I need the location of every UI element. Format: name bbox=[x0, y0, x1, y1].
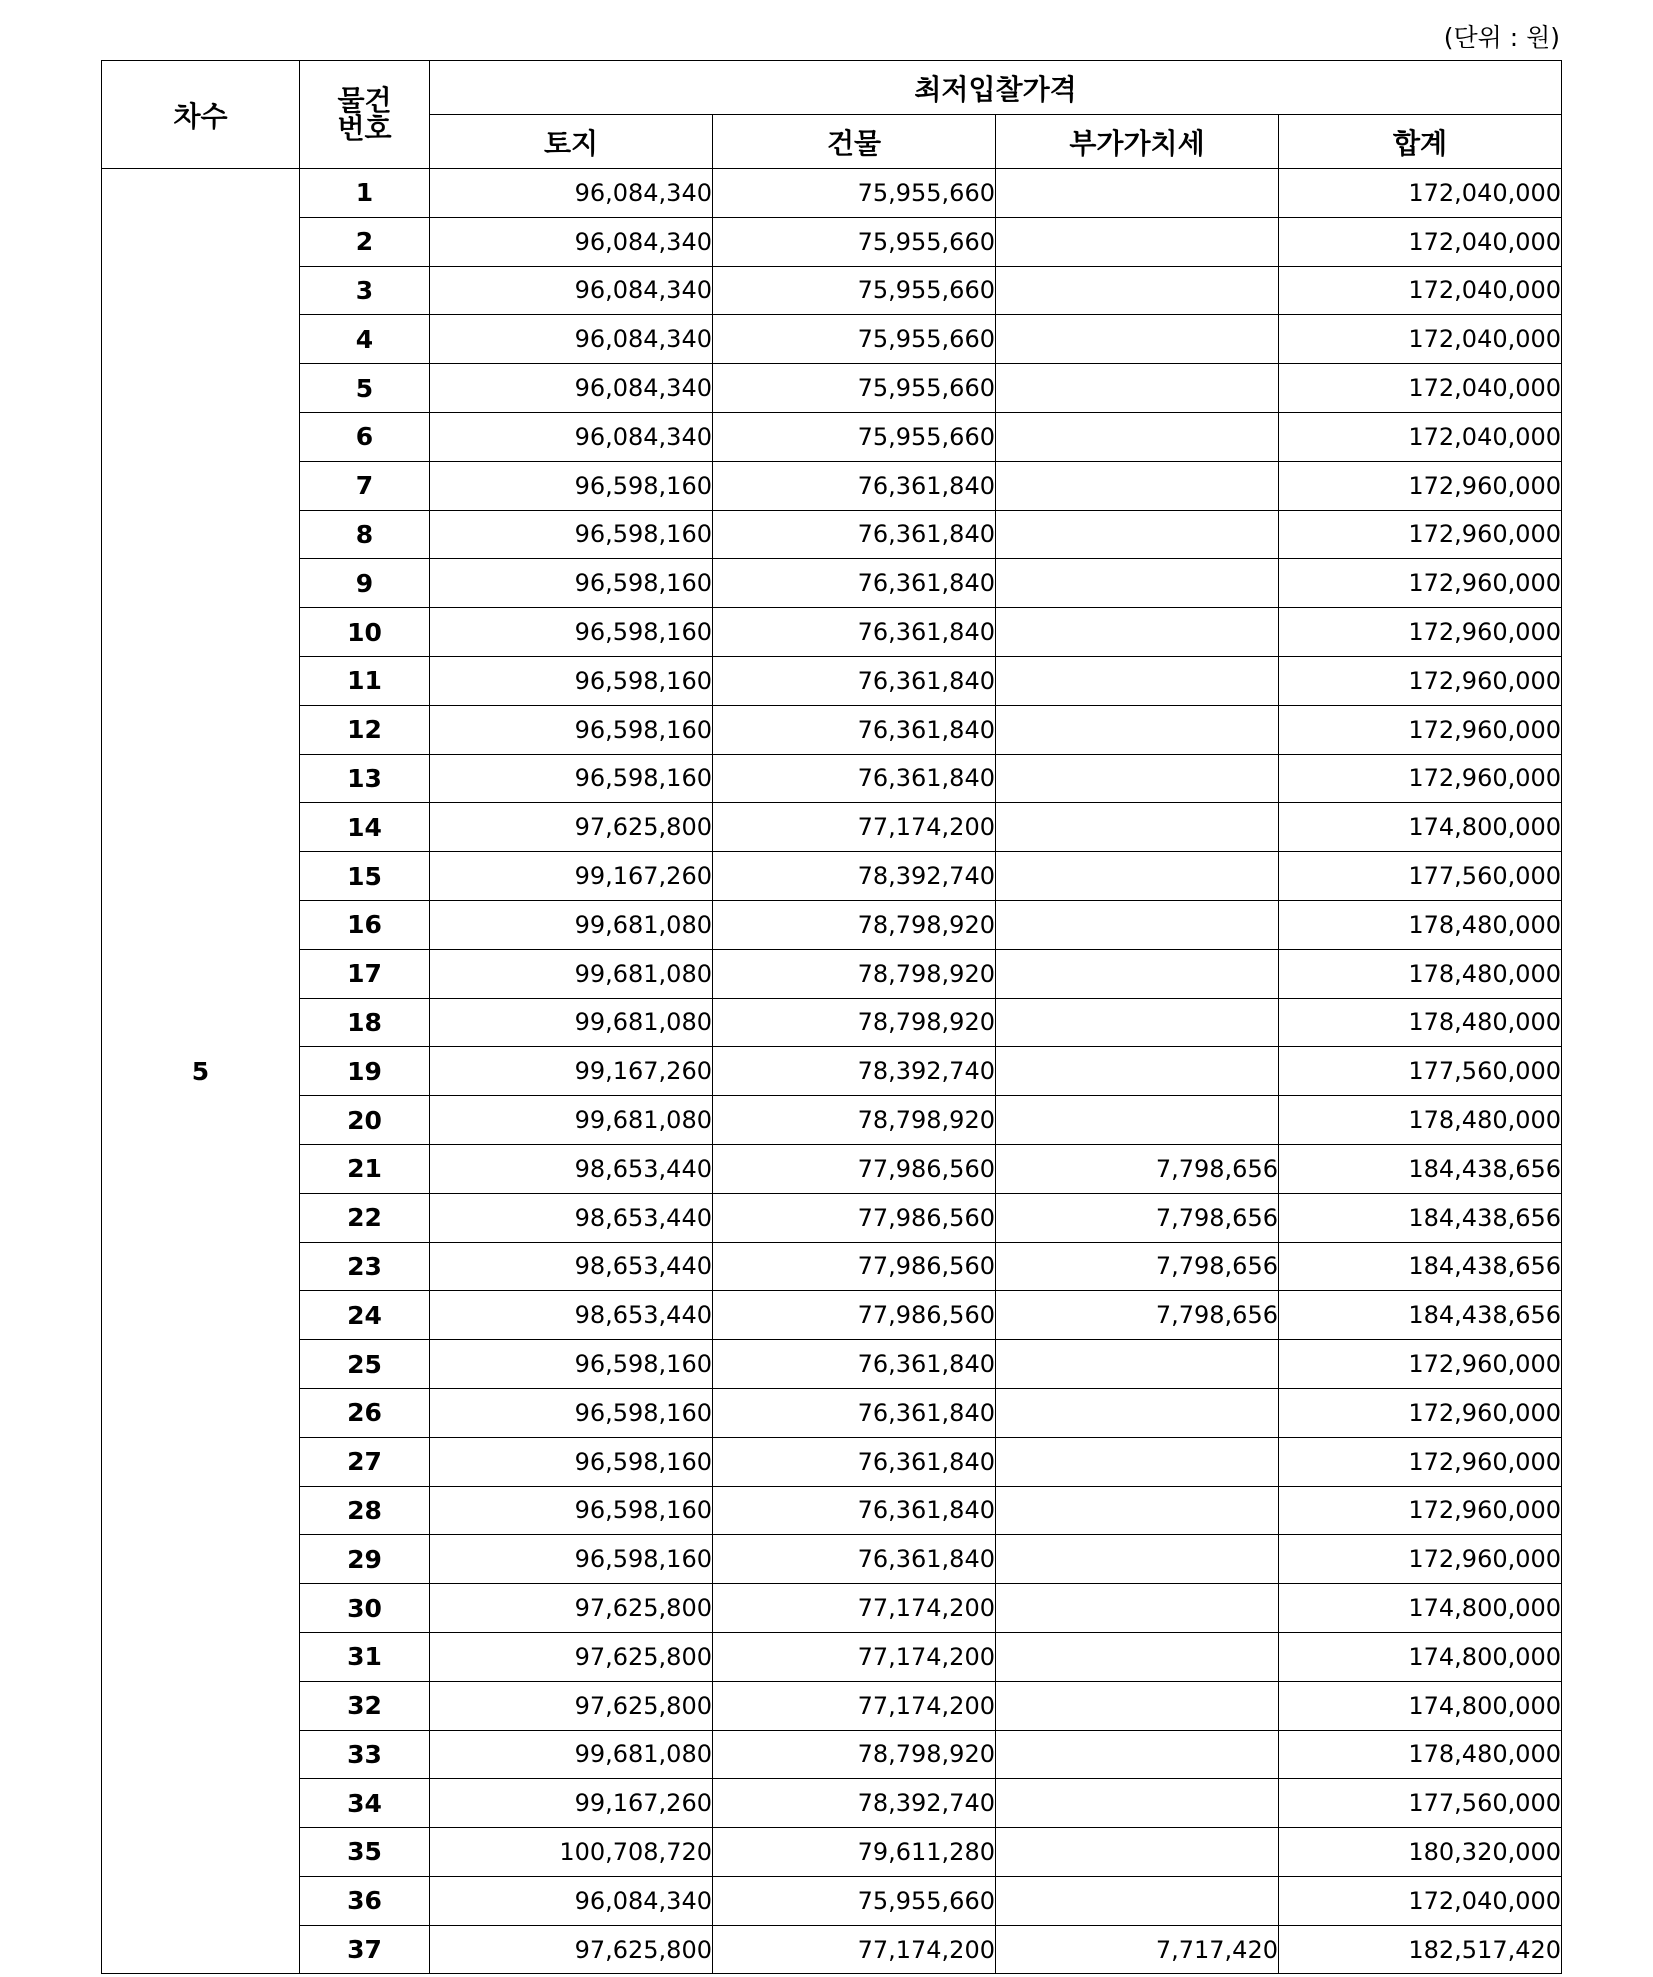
table-row bbox=[102, 266, 1562, 315]
building-price-cell: 77,174,200 bbox=[713, 1584, 996, 1633]
total-price-cell: 178,480,000 bbox=[1279, 1730, 1562, 1779]
item-no-cell: 37 bbox=[300, 1925, 430, 1974]
land-price-cell: 96,598,160 bbox=[430, 1437, 713, 1486]
vat-cell bbox=[996, 217, 1279, 266]
land-price-cell: 96,084,340 bbox=[430, 266, 713, 315]
table-row bbox=[102, 169, 1562, 218]
vat-cell bbox=[996, 169, 1279, 218]
land-price-cell: 98,653,440 bbox=[430, 1144, 713, 1193]
header-min-bid: 최저입찰가격 bbox=[430, 61, 1562, 115]
building-price-cell: 78,798,920 bbox=[713, 998, 996, 1047]
header-item-no-line1: 물건 bbox=[337, 83, 392, 117]
land-price-cell: 97,625,800 bbox=[430, 1681, 713, 1730]
building-price-cell: 76,361,840 bbox=[713, 656, 996, 705]
table-row bbox=[102, 315, 1562, 364]
total-price-cell: 177,560,000 bbox=[1279, 852, 1562, 901]
vat-cell: 7,798,656 bbox=[996, 1144, 1279, 1193]
land-price-cell: 98,653,440 bbox=[430, 1242, 713, 1291]
total-price-cell: 172,960,000 bbox=[1279, 461, 1562, 510]
table-row bbox=[102, 461, 1562, 510]
land-price-cell: 96,084,340 bbox=[430, 217, 713, 266]
building-price-cell: 75,955,660 bbox=[713, 364, 996, 413]
table-row bbox=[102, 1632, 1562, 1681]
vat-cell bbox=[996, 510, 1279, 559]
item-no-cell: 35 bbox=[300, 1828, 430, 1877]
land-price-cell: 96,598,160 bbox=[430, 608, 713, 657]
land-price-cell: 96,084,340 bbox=[430, 364, 713, 413]
item-no-cell: 7 bbox=[300, 461, 430, 510]
building-price-cell: 76,361,840 bbox=[713, 1437, 996, 1486]
land-price-cell: 96,598,160 bbox=[430, 1486, 713, 1535]
vat-cell bbox=[996, 1535, 1279, 1584]
vat-cell: 7,798,656 bbox=[996, 1193, 1279, 1242]
building-price-cell: 75,955,660 bbox=[713, 169, 996, 218]
vat-cell bbox=[996, 266, 1279, 315]
building-price-cell: 75,955,660 bbox=[713, 315, 996, 364]
item-no-cell: 21 bbox=[300, 1144, 430, 1193]
table-row bbox=[102, 1486, 1562, 1535]
item-no-cell: 4 bbox=[300, 315, 430, 364]
item-no-cell: 18 bbox=[300, 998, 430, 1047]
table-row bbox=[102, 559, 1562, 608]
total-price-cell: 174,800,000 bbox=[1279, 1584, 1562, 1633]
item-no-cell: 3 bbox=[300, 266, 430, 315]
total-price-cell: 172,040,000 bbox=[1279, 412, 1562, 461]
vat-cell bbox=[996, 559, 1279, 608]
table-row bbox=[102, 1096, 1562, 1145]
table-row bbox=[102, 900, 1562, 949]
building-price-cell: 77,986,560 bbox=[713, 1193, 996, 1242]
vat-cell bbox=[996, 1632, 1279, 1681]
header-total: 합계 bbox=[1279, 115, 1562, 169]
land-price-cell: 96,598,160 bbox=[430, 1340, 713, 1389]
building-price-cell: 77,174,200 bbox=[713, 1925, 996, 1974]
vat-cell bbox=[996, 803, 1279, 852]
item-no-cell: 19 bbox=[300, 1047, 430, 1096]
table-row bbox=[102, 510, 1562, 559]
item-no-cell: 1 bbox=[300, 169, 430, 218]
table-row bbox=[102, 1437, 1562, 1486]
vat-cell bbox=[996, 461, 1279, 510]
total-price-cell: 172,960,000 bbox=[1279, 1388, 1562, 1437]
land-price-cell: 99,681,080 bbox=[430, 1730, 713, 1779]
vat-cell bbox=[996, 852, 1279, 901]
total-price-cell: 172,040,000 bbox=[1279, 266, 1562, 315]
land-price-cell: 96,084,340 bbox=[430, 169, 713, 218]
item-no-cell: 30 bbox=[300, 1584, 430, 1633]
land-price-cell: 99,681,080 bbox=[430, 949, 713, 998]
vat-cell bbox=[996, 705, 1279, 754]
vat-cell bbox=[996, 1779, 1279, 1828]
item-no-cell: 14 bbox=[300, 803, 430, 852]
vat-cell bbox=[996, 1681, 1279, 1730]
unit-note: (단위 : 원) bbox=[1443, 23, 1560, 52]
total-price-cell: 172,960,000 bbox=[1279, 559, 1562, 608]
item-no-cell: 32 bbox=[300, 1681, 430, 1730]
table-row bbox=[102, 1242, 1562, 1291]
land-price-cell: 96,598,160 bbox=[430, 656, 713, 705]
building-price-cell: 75,955,660 bbox=[713, 217, 996, 266]
building-price-cell: 77,174,200 bbox=[713, 803, 996, 852]
land-price-cell: 98,653,440 bbox=[430, 1291, 713, 1340]
land-price-cell: 96,084,340 bbox=[430, 412, 713, 461]
land-price-cell: 99,681,080 bbox=[430, 1096, 713, 1145]
header-building: 건물 bbox=[713, 115, 996, 169]
building-price-cell: 77,986,560 bbox=[713, 1291, 996, 1340]
total-price-cell: 174,800,000 bbox=[1279, 803, 1562, 852]
building-price-cell: 76,361,840 bbox=[713, 608, 996, 657]
building-price-cell: 78,392,740 bbox=[713, 1047, 996, 1096]
vat-cell bbox=[996, 315, 1279, 364]
land-price-cell: 99,167,260 bbox=[430, 1779, 713, 1828]
minimum-bid-price-table bbox=[101, 60, 1562, 1974]
table-body bbox=[102, 169, 1562, 1974]
item-no-cell: 8 bbox=[300, 510, 430, 559]
vat-cell bbox=[996, 364, 1279, 413]
item-no-cell: 27 bbox=[300, 1437, 430, 1486]
total-price-cell: 172,960,000 bbox=[1279, 656, 1562, 705]
building-price-cell: 76,361,840 bbox=[713, 705, 996, 754]
item-no-cell: 36 bbox=[300, 1876, 430, 1925]
item-no-cell: 34 bbox=[300, 1779, 430, 1828]
building-price-cell: 78,798,920 bbox=[713, 949, 996, 998]
table-row bbox=[102, 998, 1562, 1047]
item-no-cell: 17 bbox=[300, 949, 430, 998]
table-row bbox=[102, 656, 1562, 705]
total-price-cell: 172,040,000 bbox=[1279, 217, 1562, 266]
vat-cell bbox=[996, 949, 1279, 998]
header-item-no bbox=[300, 61, 430, 169]
item-no-cell: 6 bbox=[300, 412, 430, 461]
item-no-cell: 9 bbox=[300, 559, 430, 608]
total-price-cell: 174,800,000 bbox=[1279, 1632, 1562, 1681]
vat-cell bbox=[996, 1047, 1279, 1096]
vat-cell bbox=[996, 1340, 1279, 1389]
land-price-cell: 96,598,160 bbox=[430, 461, 713, 510]
land-price-cell: 97,625,800 bbox=[430, 803, 713, 852]
building-price-cell: 78,798,920 bbox=[713, 900, 996, 949]
land-price-cell: 99,167,260 bbox=[430, 1047, 713, 1096]
land-price-cell: 96,598,160 bbox=[430, 705, 713, 754]
table-row bbox=[102, 1535, 1562, 1584]
table-row bbox=[102, 1730, 1562, 1779]
building-price-cell: 76,361,840 bbox=[713, 510, 996, 559]
total-price-cell: 172,960,000 bbox=[1279, 510, 1562, 559]
building-price-cell: 76,361,840 bbox=[713, 1486, 996, 1535]
vat-cell bbox=[996, 1584, 1279, 1633]
total-price-cell: 172,960,000 bbox=[1279, 1340, 1562, 1389]
item-no-cell: 16 bbox=[300, 900, 430, 949]
total-price-cell: 184,438,656 bbox=[1279, 1144, 1562, 1193]
total-price-cell: 172,960,000 bbox=[1279, 1535, 1562, 1584]
table-row bbox=[102, 1047, 1562, 1096]
total-price-cell: 172,040,000 bbox=[1279, 169, 1562, 218]
item-no-cell: 11 bbox=[300, 656, 430, 705]
total-price-cell: 174,800,000 bbox=[1279, 1681, 1562, 1730]
total-price-cell: 178,480,000 bbox=[1279, 1096, 1562, 1145]
land-price-cell: 97,625,800 bbox=[430, 1584, 713, 1633]
header-vat: 부가가치세 bbox=[996, 115, 1279, 169]
building-price-cell: 76,361,840 bbox=[713, 559, 996, 608]
table-row bbox=[102, 1340, 1562, 1389]
item-no-cell: 29 bbox=[300, 1535, 430, 1584]
total-price-cell: 172,960,000 bbox=[1279, 1486, 1562, 1535]
table-row bbox=[102, 1779, 1562, 1828]
vat-cell bbox=[996, 1437, 1279, 1486]
vat-cell bbox=[996, 1388, 1279, 1437]
building-price-cell: 76,361,840 bbox=[713, 461, 996, 510]
land-price-cell: 96,598,160 bbox=[430, 1535, 713, 1584]
vat-cell bbox=[996, 608, 1279, 657]
item-no-cell: 31 bbox=[300, 1632, 430, 1681]
item-no-cell: 5 bbox=[300, 364, 430, 413]
vat-cell bbox=[996, 998, 1279, 1047]
vat-cell bbox=[996, 900, 1279, 949]
total-price-cell: 172,040,000 bbox=[1279, 364, 1562, 413]
table-row bbox=[102, 1828, 1562, 1877]
table-row bbox=[102, 1144, 1562, 1193]
building-price-cell: 76,361,840 bbox=[713, 1388, 996, 1437]
building-price-cell: 76,361,840 bbox=[713, 1340, 996, 1389]
total-price-cell: 184,438,656 bbox=[1279, 1291, 1562, 1340]
item-no-cell: 26 bbox=[300, 1388, 430, 1437]
building-price-cell: 78,798,920 bbox=[713, 1730, 996, 1779]
land-price-cell: 96,598,160 bbox=[430, 559, 713, 608]
header-item-no-line2: 번호 bbox=[337, 111, 392, 145]
vat-cell: 7,798,656 bbox=[996, 1291, 1279, 1340]
table-row bbox=[102, 705, 1562, 754]
item-no-cell: 23 bbox=[300, 1242, 430, 1291]
building-price-cell: 77,174,200 bbox=[713, 1632, 996, 1681]
land-price-cell: 99,681,080 bbox=[430, 998, 713, 1047]
land-price-cell: 96,598,160 bbox=[430, 1388, 713, 1437]
table-row bbox=[102, 949, 1562, 998]
round-value: 5 bbox=[102, 169, 300, 1974]
total-price-cell: 172,960,000 bbox=[1279, 608, 1562, 657]
total-price-cell: 172,040,000 bbox=[1279, 315, 1562, 364]
header-round: 차수 bbox=[102, 61, 300, 169]
table-row bbox=[102, 364, 1562, 413]
vat-cell bbox=[996, 1486, 1279, 1535]
total-price-cell: 177,560,000 bbox=[1279, 1047, 1562, 1096]
item-no-cell: 28 bbox=[300, 1486, 430, 1535]
land-price-cell: 96,598,160 bbox=[430, 754, 713, 803]
vat-cell: 7,717,420 bbox=[996, 1925, 1279, 1974]
item-no-cell: 12 bbox=[300, 705, 430, 754]
building-price-cell: 77,986,560 bbox=[713, 1242, 996, 1291]
vat-cell bbox=[996, 1876, 1279, 1925]
total-price-cell: 177,560,000 bbox=[1279, 1779, 1562, 1828]
item-no-cell: 15 bbox=[300, 852, 430, 901]
table-row bbox=[102, 754, 1562, 803]
table-row bbox=[102, 1388, 1562, 1437]
total-price-cell: 184,438,656 bbox=[1279, 1242, 1562, 1291]
table-row bbox=[102, 1681, 1562, 1730]
land-price-cell: 96,598,160 bbox=[430, 510, 713, 559]
land-price-cell: 97,625,800 bbox=[430, 1632, 713, 1681]
total-price-cell: 182,517,420 bbox=[1279, 1925, 1562, 1974]
vat-cell: 7,798,656 bbox=[996, 1242, 1279, 1291]
table-row bbox=[102, 852, 1562, 901]
table-row bbox=[102, 412, 1562, 461]
table-row bbox=[102, 803, 1562, 852]
building-price-cell: 76,361,840 bbox=[713, 754, 996, 803]
total-price-cell: 184,438,656 bbox=[1279, 1193, 1562, 1242]
table-row bbox=[102, 217, 1562, 266]
vat-cell bbox=[996, 412, 1279, 461]
vat-cell bbox=[996, 656, 1279, 705]
vat-cell bbox=[996, 754, 1279, 803]
building-price-cell: 78,392,740 bbox=[713, 1779, 996, 1828]
land-price-cell: 100,708,720 bbox=[430, 1828, 713, 1877]
land-price-cell: 96,084,340 bbox=[430, 1876, 713, 1925]
item-no-cell: 24 bbox=[300, 1291, 430, 1340]
total-price-cell: 180,320,000 bbox=[1279, 1828, 1562, 1877]
land-price-cell: 98,653,440 bbox=[430, 1193, 713, 1242]
item-no-cell: 20 bbox=[300, 1096, 430, 1145]
building-price-cell: 75,955,660 bbox=[713, 1876, 996, 1925]
building-price-cell: 78,392,740 bbox=[713, 852, 996, 901]
item-no-cell: 25 bbox=[300, 1340, 430, 1389]
vat-cell bbox=[996, 1828, 1279, 1877]
total-price-cell: 172,040,000 bbox=[1279, 1876, 1562, 1925]
vat-cell bbox=[996, 1730, 1279, 1779]
header-row-1 bbox=[102, 61, 1562, 115]
land-price-cell: 97,625,800 bbox=[430, 1925, 713, 1974]
total-price-cell: 178,480,000 bbox=[1279, 949, 1562, 998]
table-row bbox=[102, 1876, 1562, 1925]
table-row bbox=[102, 1291, 1562, 1340]
table-row bbox=[102, 1925, 1562, 1974]
building-price-cell: 79,611,280 bbox=[713, 1828, 996, 1877]
total-price-cell: 178,480,000 bbox=[1279, 998, 1562, 1047]
building-price-cell: 77,174,200 bbox=[713, 1681, 996, 1730]
total-price-cell: 172,960,000 bbox=[1279, 754, 1562, 803]
item-no-cell: 22 bbox=[300, 1193, 430, 1242]
land-price-cell: 99,167,260 bbox=[430, 852, 713, 901]
building-price-cell: 77,986,560 bbox=[713, 1144, 996, 1193]
item-no-cell: 10 bbox=[300, 608, 430, 657]
building-price-cell: 75,955,660 bbox=[713, 412, 996, 461]
building-price-cell: 78,798,920 bbox=[713, 1096, 996, 1145]
table-row bbox=[102, 608, 1562, 657]
total-price-cell: 178,480,000 bbox=[1279, 900, 1562, 949]
table-row bbox=[102, 1584, 1562, 1633]
item-no-cell: 2 bbox=[300, 217, 430, 266]
vat-cell bbox=[996, 1096, 1279, 1145]
building-price-cell: 75,955,660 bbox=[713, 266, 996, 315]
building-price-cell: 76,361,840 bbox=[713, 1535, 996, 1584]
table-row bbox=[102, 1193, 1562, 1242]
land-price-cell: 99,681,080 bbox=[430, 900, 713, 949]
land-price-cell: 96,084,340 bbox=[430, 315, 713, 364]
header-land: 토지 bbox=[430, 115, 713, 169]
total-price-cell: 172,960,000 bbox=[1279, 705, 1562, 754]
total-price-cell: 172,960,000 bbox=[1279, 1437, 1562, 1486]
item-no-cell: 13 bbox=[300, 754, 430, 803]
item-no-cell: 33 bbox=[300, 1730, 430, 1779]
